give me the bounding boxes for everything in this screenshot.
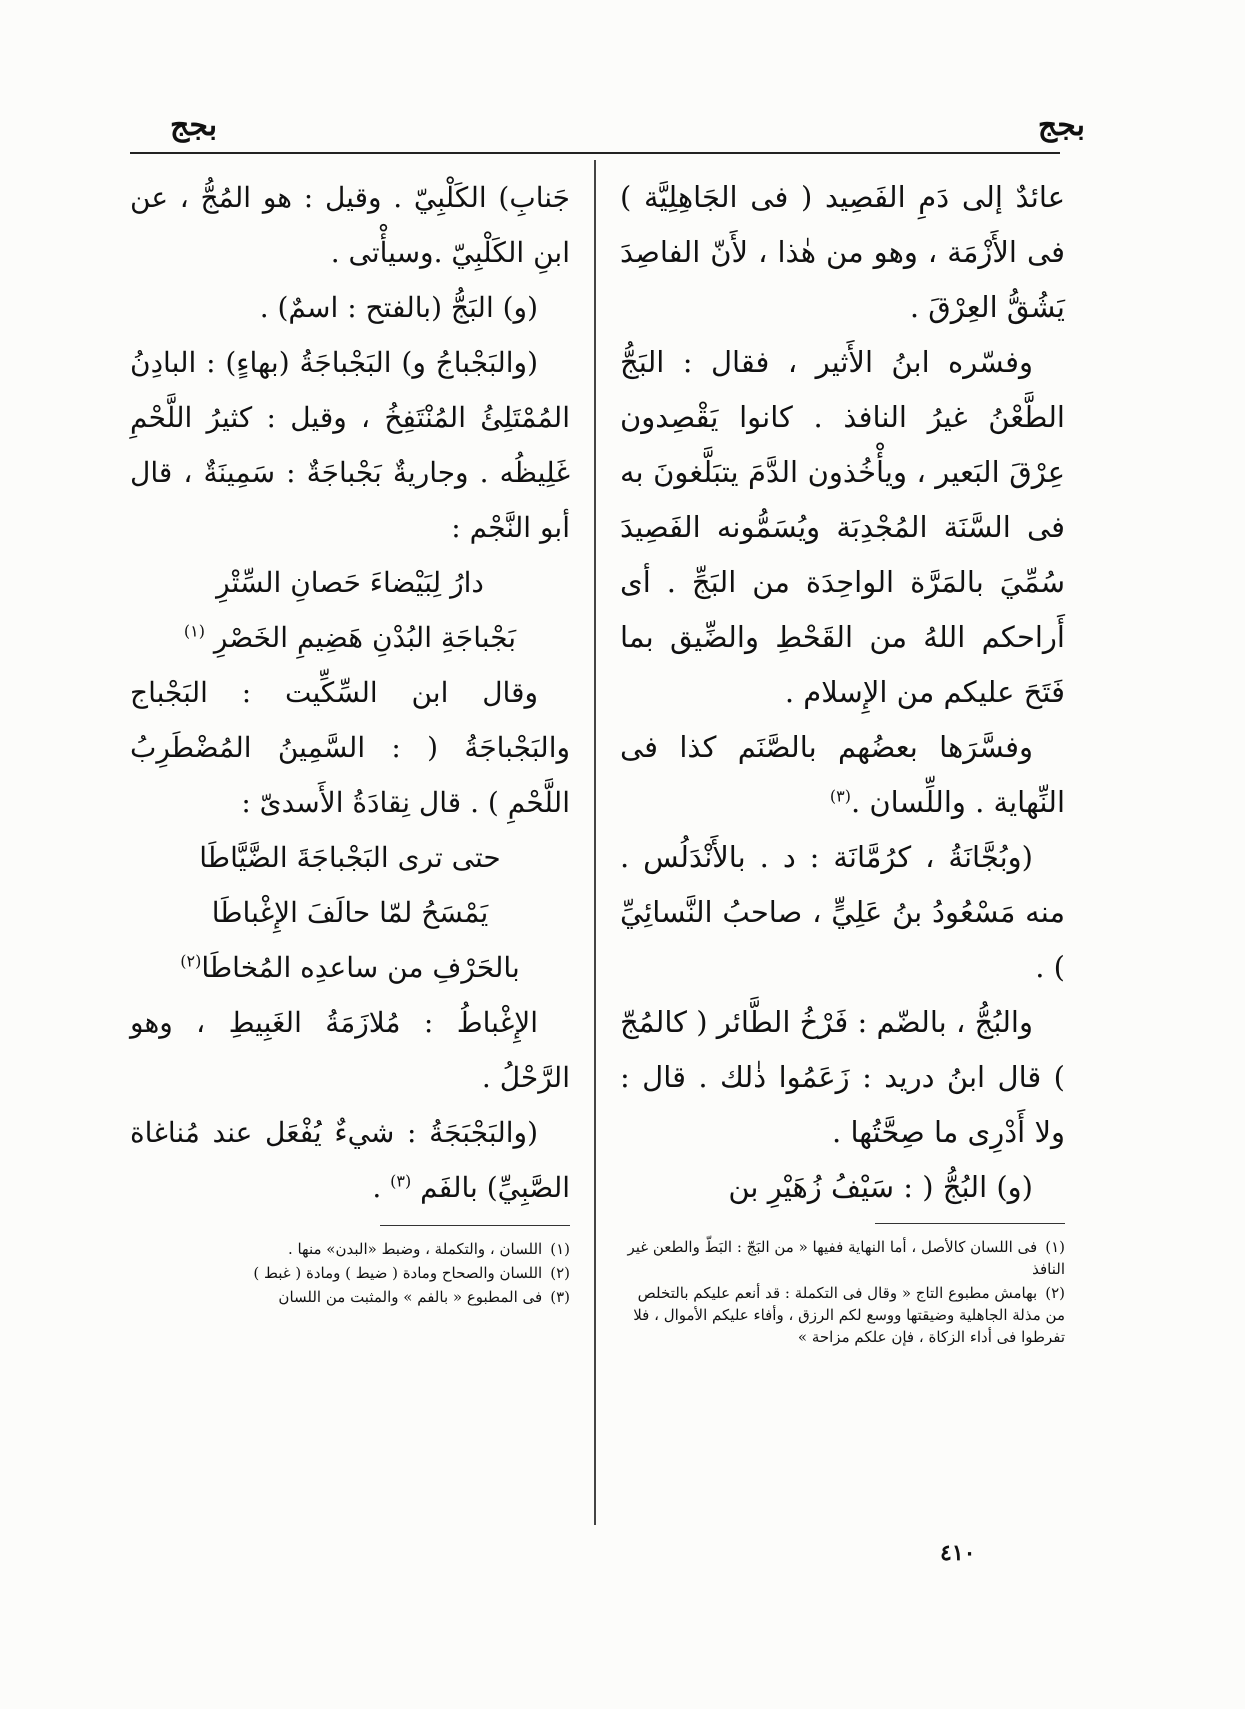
paragraph-text: (والبَجْبَجَةُ : شيءٌ يُفْعَل عند مُناغاة الصَّبِيِّ) بالفَم — [130, 1116, 570, 1204]
footnote-rule — [875, 1223, 1065, 1224]
footnote — [620, 1236, 1065, 1280]
paragraph: (و) البَجُّ (بالفتح : اسمٌ) . — [259, 291, 538, 324]
footnote-number: (٢) — [1045, 1284, 1065, 1302]
footnote — [130, 1286, 570, 1308]
footnote-text: بهامش مطبوع التاج « وقال فى التكملة : قد أنعم عليكم بالتخلص من مذلة الجاهلية وضيقتها ووسع لكم الرزق ، وأفاء عليكم الأموال ، فلا تفرطوا فى أداء الزكاة ، فإن علكم مزاحة » — [633, 1284, 1065, 1346]
paragraph: جَنابِ) الكَلْبِيّ . وقيل : هو المُجُّ ، عن ابنِ الكَلْبِيّ .وسيأْتى . — [130, 181, 570, 269]
column-divider — [594, 160, 596, 1525]
footnote-marker: (٢) — [180, 951, 202, 971]
paragraph: (والبَجْباجُ و) البَجْباجَةُ (بهاءٍ) : البادِنُ المُمْتَلِئُ المُنْتَفِخُ ، وقيل : كثيرُ اللَّحْمِ غَلِيظُه . وجاريةٌ بَجْباجَةٌ : سَمِينَةٌ ، قال أبو النَّجْم : — [130, 346, 570, 544]
footnote-marker: (١) — [183, 621, 206, 641]
running-head-left: بجج — [170, 108, 218, 143]
footnote-text: اللسان والصحاح ومادة ( ضيط ) ومادة ( غبط ) — [253, 1264, 543, 1282]
paragraph: (وبُجَّانَةُ ، كرُمَّانَة : د . بالأَنْدَلُس . منه مَسْعُودُ بنُ عَلِيٍّ ، صاحبُ النَّسائِيِّ ) . — [620, 840, 1065, 984]
paragraph: (و) البُجُّ ( : سَيْفُ زُهَيْرِ بن — [728, 1170, 1033, 1204]
running-header — [130, 88, 1095, 148]
verse-text: بَجْباجَةِ البُدْنِ هَضِيمِ الخَصْرِ — [213, 621, 517, 654]
verse-line: حتى ترى البَجْباجَةَ الضَّيَّاطَا — [199, 841, 501, 874]
verse-line: يَمْسَحُ لمّا حالَفَ الإِغْباطَا — [211, 896, 489, 929]
verse-line — [130, 940, 570, 995]
footnote — [130, 1262, 570, 1284]
footnote-rule — [380, 1225, 570, 1226]
paragraph: وفسّره ابنُ الأَثير ، فقال : البَجُّ الطَّعْنُ غيرُ النافذ . كانوا يَقْصِدون عِرْقَ البَعير ، ويأْخُذون الدَّمَ يتبَلَّغونَ به فى السَّنَة المُجْدِبَة ويُسَمُّونه الفَصِيدَ سُمِّيَ بالمَرَّة الواحِدَة من البَجِّ . أى أَراحكم اللهُ من القَحْطِ والضِّيق بما فَتَحَ عليكم من الإِسلام . — [620, 345, 1065, 709]
left-column — [130, 170, 570, 1310]
footnote-text: فى اللسان كالأصل ، أما النهاية ففيها « من البَجّ : البَطّ والطعن غير النافذ — [627, 1238, 1065, 1278]
paragraph — [620, 720, 1065, 830]
right-column — [620, 170, 1065, 1350]
verse-text: بالحَرْفِ من ساعدِه المُخاطَا — [201, 951, 520, 984]
paragraph: والبُجُّ ، بالضّم : فَرْخُ الطَّائر ( كالمُجّ ) قال ابنُ دريد : زَعَمُوا ذٰلك . قال : ولا أَدْرِى ما صِحَّتُها . — [620, 1005, 1065, 1149]
footnote-number: (١) — [1045, 1238, 1065, 1256]
footnote-marker: (٣) — [390, 1171, 412, 1191]
paragraph: (والبَجْبَجَةُ : شيءٌ يُفْعَل عند مُناغاة الصَّبِيِّ) بالفَم $^{(٣)}$ . — [130, 1116, 570, 1204]
footnote-text: اللسان ، والتكملة ، وضبط «البدن» منها . — [287, 1240, 543, 1258]
footnote-marker: (٣) — [829, 786, 851, 806]
paragraph: عائدٌ إلى دَمِ الفَصِيد ( فى الجَاهِلِيَّة ) فى الأَزْمَة ، وهو من هٰذا ، لأَنّ الفاصِدَ يَشُقُّ العِرْقَ . — [620, 180, 1065, 324]
paragraph-text: وفسَّرَها بعضُهم بالصَّنَم كذا فى النِّهاية . واللِّسان . — [620, 730, 1065, 819]
paragraph: الإِغْباطُ : مُلازَمَةُ الغَبِيطِ ، وهو الرَّحْلُ . — [130, 1006, 570, 1094]
footnote-number: (٢) — [550, 1264, 570, 1282]
running-head-right: بجج — [1037, 108, 1085, 143]
footnote-number: (٣) — [550, 1288, 570, 1306]
footnote — [620, 1282, 1065, 1348]
verse-line: دارُ لِبَيْضاءَ حَصانِ السِّتْرِ — [216, 566, 484, 599]
page-number: ٤١٠ — [940, 1540, 976, 1566]
footnote-text: فى المطبوع « بالفم » والمثبت من اللسان — [278, 1288, 543, 1306]
footnote — [130, 1238, 570, 1260]
footnote-number: (١) — [550, 1240, 570, 1258]
verse-line — [130, 610, 570, 665]
header-rule — [130, 152, 1060, 154]
paragraph: وقال ابن السِّكِّيت : البَجْباج والبَجْباجَةُ ( : السَّمِينُ المُضْطَرِبُ اللَّحْمِ ) . قال نِقادَةُ الأَسدىّ : — [130, 676, 570, 819]
